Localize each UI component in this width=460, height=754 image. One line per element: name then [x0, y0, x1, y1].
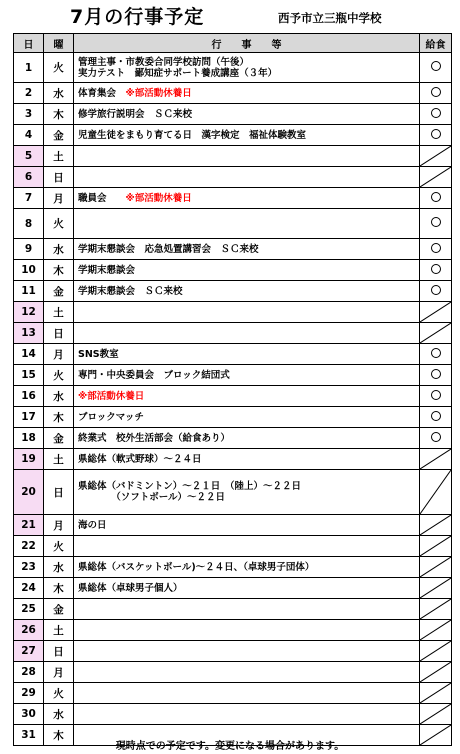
- no-lunch-slash-icon: [420, 557, 451, 577]
- weekday-cell: 土: [44, 620, 74, 641]
- table-row: [14, 209, 452, 239]
- event-text: 県総体（バドミントン）～２１日 （陸上）～２２日: [78, 481, 302, 492]
- lunch-cell: [420, 239, 452, 260]
- events-cell: [74, 704, 420, 725]
- events-cell: [74, 146, 420, 167]
- table-row: [14, 407, 452, 428]
- day-cell: 12: [14, 302, 44, 323]
- lunch-cell: [420, 704, 452, 725]
- footer-note: 現時点での予定です。変更になる場合があります。: [115, 741, 345, 752]
- events-cell: [74, 620, 420, 641]
- lunch-cell: [420, 449, 452, 470]
- lunch-cell: [420, 83, 452, 104]
- table-row: [14, 167, 452, 188]
- day-cell: 14: [14, 344, 44, 365]
- weekday-cell: 火: [44, 536, 74, 557]
- day-cell: 19: [14, 449, 44, 470]
- event-line: [78, 492, 419, 503]
- weekday-cell: 木: [44, 260, 74, 281]
- events-cell: [74, 386, 420, 407]
- day-cell: 27: [14, 641, 44, 662]
- event-text: 県総体（軟式野球）～２４日: [78, 453, 202, 465]
- event-line: [78, 68, 419, 79]
- weekday-cell: 水: [44, 557, 74, 578]
- weekday-cell: 木: [44, 578, 74, 599]
- events-cell: [74, 239, 420, 260]
- day-cell: 6: [14, 167, 44, 188]
- no-lunch-slash-icon: [420, 704, 451, 724]
- table-row: [14, 557, 452, 578]
- event-line: [78, 481, 419, 492]
- table-row: [14, 188, 452, 209]
- event-line: [78, 349, 419, 360]
- no-lunch-slash-icon: [420, 515, 451, 535]
- event-text: 実力テスト 鄙知症サポート養成講座（３年）: [78, 67, 278, 79]
- club-rest-notice: ※部活動休養日: [116, 87, 192, 99]
- events-cell: [74, 470, 420, 515]
- event-text: 海の日: [78, 519, 107, 531]
- event-text: 修学旅行説明会 ＳＣ来校: [78, 108, 193, 120]
- lunch-cell: [420, 104, 452, 125]
- event-text: 専門・中央委員会 ブロック結団式: [78, 369, 230, 381]
- weekday-cell: 土: [44, 146, 74, 167]
- event-line: [78, 583, 419, 594]
- event-text: 体育集会: [78, 87, 117, 99]
- club-rest-notice: ※部活動休養日: [106, 192, 192, 204]
- weekday-cell: 月: [44, 662, 74, 683]
- events-cell: [74, 209, 420, 239]
- weekday-cell: 木: [44, 725, 74, 746]
- no-lunch-slash-icon: [420, 449, 451, 469]
- day-cell: 30: [14, 704, 44, 725]
- table-row: [14, 53, 452, 83]
- day-cell: 31: [14, 725, 44, 746]
- weekday-cell: 日: [44, 323, 74, 344]
- weekday-cell: 月: [44, 515, 74, 536]
- school-name: 西予市立三瓶中学校: [278, 11, 382, 25]
- table-row: [14, 515, 452, 536]
- lunch-cell: [420, 428, 452, 449]
- day-cell: 1: [14, 53, 44, 83]
- lunch-served-icon: [431, 87, 441, 97]
- day-cell: 26: [14, 620, 44, 641]
- lunch-cell: [420, 578, 452, 599]
- events-cell: [74, 344, 420, 365]
- lunch-cell: [420, 515, 452, 536]
- event-line: [78, 88, 419, 99]
- no-lunch-slash-icon: [420, 641, 451, 661]
- event-line: [78, 520, 419, 531]
- lunch-cell: [420, 683, 452, 704]
- lunch-cell: [420, 167, 452, 188]
- table-row: [14, 578, 452, 599]
- event-text: 終業式 校外生活部会（給食あり）: [78, 432, 231, 444]
- lunch-cell: [420, 146, 452, 167]
- weekday-cell: 日: [44, 641, 74, 662]
- day-cell: 18: [14, 428, 44, 449]
- lunch-served-icon: [431, 108, 441, 118]
- weekday-cell: 水: [44, 704, 74, 725]
- events-cell: [74, 83, 420, 104]
- events-cell: [74, 365, 420, 386]
- table-row: [14, 641, 452, 662]
- event-line: [78, 244, 419, 255]
- events-cell: [74, 167, 420, 188]
- weekday-cell: 金: [44, 281, 74, 302]
- no-lunch-slash-icon: [420, 578, 451, 598]
- events-cell: [74, 281, 420, 302]
- table-row: [14, 470, 452, 515]
- event-line: [78, 265, 419, 276]
- header-dow: 曜: [44, 34, 74, 53]
- day-cell: 29: [14, 683, 44, 704]
- table-row: [14, 344, 452, 365]
- lunch-cell: [420, 365, 452, 386]
- event-line: [78, 130, 419, 141]
- event-text: 学期末懇談会: [78, 264, 136, 276]
- schedule-table: [13, 33, 452, 746]
- weekday-cell: 金: [44, 428, 74, 449]
- weekday-cell: 火: [44, 209, 74, 239]
- event-line: [78, 433, 419, 444]
- no-lunch-slash-icon: [420, 323, 451, 343]
- schedule-body: [14, 53, 452, 746]
- day-cell: 5: [14, 146, 44, 167]
- no-lunch-slash-icon: [420, 470, 451, 514]
- events-cell: [74, 302, 420, 323]
- page-title: 7月の行事予定: [70, 6, 205, 28]
- day-cell: 16: [14, 386, 44, 407]
- day-cell: 17: [14, 407, 44, 428]
- day-cell: 3: [14, 104, 44, 125]
- event-text: 職員会: [78, 192, 107, 204]
- lunch-cell: [420, 662, 452, 683]
- event-line: [78, 454, 419, 465]
- no-lunch-slash-icon: [420, 620, 451, 640]
- event-line: [78, 370, 419, 381]
- table-row: [14, 260, 452, 281]
- day-cell: 2: [14, 83, 44, 104]
- no-lunch-slash-icon: [420, 536, 451, 556]
- events-cell: [74, 260, 420, 281]
- lunch-served-icon: [431, 192, 441, 202]
- event-line: [78, 286, 419, 297]
- day-cell: 8: [14, 209, 44, 239]
- lunch-cell: [420, 209, 452, 239]
- weekday-cell: 水: [44, 239, 74, 260]
- lunch-served-icon: [431, 129, 441, 139]
- lunch-cell: [420, 599, 452, 620]
- table-row: [14, 125, 452, 146]
- lunch-cell: [420, 125, 452, 146]
- table-row: [14, 365, 452, 386]
- event-text: 県総体（バスケットボール)～２４日、（卓球男子団体）: [78, 561, 315, 573]
- lunch-served-icon: [431, 390, 441, 400]
- event-line: [78, 562, 419, 573]
- lunch-cell: [420, 281, 452, 302]
- event-text: 児童生徒をまもり育てる日 漢字検定 福祉体験教室: [78, 129, 307, 141]
- table-row: [14, 536, 452, 557]
- events-cell: [74, 407, 420, 428]
- no-lunch-slash-icon: [420, 662, 451, 682]
- weekday-cell: 日: [44, 470, 74, 515]
- lunch-cell: [420, 386, 452, 407]
- weekday-cell: 日: [44, 167, 74, 188]
- weekday-cell: 火: [44, 53, 74, 83]
- event-line: [78, 412, 419, 423]
- event-text: 学期末懇談会 ＳＣ来校: [78, 285, 183, 297]
- day-cell: 11: [14, 281, 44, 302]
- weekday-cell: 土: [44, 302, 74, 323]
- events-cell: [74, 641, 420, 662]
- table-row: [14, 281, 452, 302]
- day-cell: 10: [14, 260, 44, 281]
- events-cell: [74, 515, 420, 536]
- day-cell: 13: [14, 323, 44, 344]
- header-events: 行 事 等: [74, 34, 420, 53]
- weekday-cell: 木: [44, 104, 74, 125]
- header-day: 日: [14, 34, 44, 53]
- events-cell: [74, 662, 420, 683]
- table-row: [14, 386, 452, 407]
- weekday-cell: 火: [44, 365, 74, 386]
- events-cell: [74, 599, 420, 620]
- event-text: ブロックマッチ: [78, 411, 144, 423]
- weekday-cell: 土: [44, 449, 74, 470]
- weekday-cell: 火: [44, 683, 74, 704]
- weekday-cell: 水: [44, 83, 74, 104]
- event-text: 県総体（卓球男子個人）: [78, 582, 183, 594]
- table-row: [14, 104, 452, 125]
- lunch-cell: [420, 323, 452, 344]
- weekday-cell: 水: [44, 386, 74, 407]
- event-line: [78, 391, 419, 402]
- day-cell: 25: [14, 599, 44, 620]
- lunch-served-icon: [431, 432, 441, 442]
- lunch-served-icon: [431, 348, 441, 358]
- lunch-cell: [420, 470, 452, 515]
- no-lunch-slash-icon: [420, 167, 451, 187]
- lunch-served-icon: [431, 61, 441, 71]
- club-rest-notice: ※部活動休養日: [78, 390, 145, 402]
- lunch-served-icon: [431, 243, 441, 253]
- lunch-cell: [420, 536, 452, 557]
- lunch-cell: [420, 641, 452, 662]
- events-cell: [74, 557, 420, 578]
- table-row: [14, 449, 452, 470]
- lunch-served-icon: [431, 285, 441, 295]
- lunch-served-icon: [431, 217, 441, 227]
- lunch-cell: [420, 407, 452, 428]
- weekday-cell: 金: [44, 125, 74, 146]
- weekday-cell: 月: [44, 188, 74, 209]
- events-cell: [74, 536, 420, 557]
- events-cell: [74, 188, 420, 209]
- day-cell: 22: [14, 536, 44, 557]
- day-cell: 15: [14, 365, 44, 386]
- event-line: [78, 193, 419, 204]
- day-cell: 4: [14, 125, 44, 146]
- lunch-cell: [420, 620, 452, 641]
- lunch-cell: [420, 260, 452, 281]
- events-cell: [74, 578, 420, 599]
- table-row: [14, 302, 452, 323]
- event-text: 学期末懇談会 応急処置講習会 ＳＣ来校: [78, 243, 259, 255]
- day-cell: 7: [14, 188, 44, 209]
- weekday-cell: 月: [44, 344, 74, 365]
- events-cell: [74, 125, 420, 146]
- lunch-served-icon: [431, 369, 441, 379]
- table-row: [14, 662, 452, 683]
- event-text: （ソフトボール）～２２日: [78, 492, 226, 503]
- events-cell: [74, 104, 420, 125]
- table-row: [14, 239, 452, 260]
- no-lunch-slash-icon: [420, 683, 451, 703]
- no-lunch-slash-icon: [420, 599, 451, 619]
- event-text: SNS教室: [78, 348, 119, 360]
- table-row: [14, 683, 452, 704]
- weekday-cell: 木: [44, 407, 74, 428]
- events-cell: [74, 449, 420, 470]
- lunch-cell: [420, 302, 452, 323]
- day-cell: 21: [14, 515, 44, 536]
- event-text: 管理主事・市教委合同学校訪問（午後）: [78, 56, 250, 68]
- events-cell: [74, 683, 420, 704]
- header-row: [14, 34, 452, 53]
- lunch-cell: [420, 557, 452, 578]
- events-cell: [74, 323, 420, 344]
- table-row: [14, 704, 452, 725]
- events-cell: [74, 53, 420, 83]
- lunch-cell: [420, 344, 452, 365]
- table-row: [14, 599, 452, 620]
- table-row: [14, 323, 452, 344]
- event-line: [78, 57, 419, 68]
- day-cell: 20: [14, 470, 44, 515]
- lunch-cell: [420, 53, 452, 83]
- table-row: [14, 83, 452, 104]
- header-lunch: 給食: [420, 34, 452, 53]
- day-cell: 24: [14, 578, 44, 599]
- day-cell: 23: [14, 557, 44, 578]
- no-lunch-slash-icon: [420, 146, 451, 166]
- events-cell: [74, 428, 420, 449]
- weekday-cell: 金: [44, 599, 74, 620]
- lunch-served-icon: [431, 264, 441, 274]
- day-cell: 9: [14, 239, 44, 260]
- table-row: [14, 428, 452, 449]
- day-cell: 28: [14, 662, 44, 683]
- no-lunch-slash-icon: [420, 302, 451, 322]
- lunch-served-icon: [431, 411, 441, 421]
- table-row: [14, 146, 452, 167]
- lunch-cell: [420, 188, 452, 209]
- table-row: [14, 620, 452, 641]
- event-line: [78, 109, 419, 120]
